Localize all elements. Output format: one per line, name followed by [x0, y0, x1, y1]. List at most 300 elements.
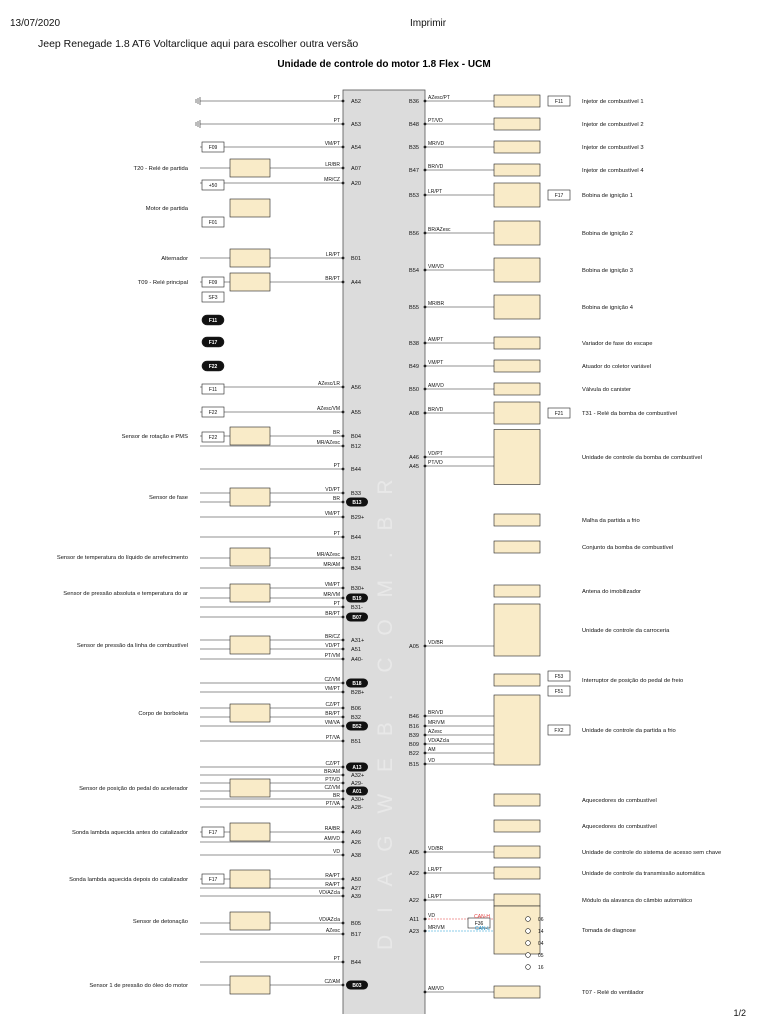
- wire-color-left: VM/PT: [324, 511, 340, 517]
- pin-dot-left: [342, 648, 345, 651]
- component-box-left: [230, 488, 270, 506]
- pin-dot-left: [342, 516, 345, 519]
- component-box-right: [494, 514, 540, 526]
- component-box-left: [230, 870, 270, 888]
- pin-label-right: B36: [409, 99, 419, 105]
- pin-dot-left: [342, 639, 345, 642]
- wire-color-right: AM/VD: [428, 986, 444, 992]
- pin-dot-left: [342, 790, 345, 793]
- pin-dot-left: [342, 492, 345, 495]
- pin-label-left: A32+: [351, 773, 365, 779]
- fuse-label: F36: [474, 921, 484, 927]
- pin-label-left: B34: [351, 566, 361, 572]
- wire-color-right: BR/VD: [428, 407, 444, 413]
- wire-color-right: MR/VM: [428, 720, 445, 726]
- component-label-left: Sensor de pressão absoluta e temperatura do ar: [63, 591, 188, 597]
- pin-dot-right: [424, 752, 427, 755]
- wire-color-left: PT/VM: [324, 653, 340, 659]
- fuse-label: F21: [554, 411, 564, 417]
- pin-dot-left: [342, 167, 345, 170]
- component-label-right: Injetor de combustível 4: [582, 168, 644, 174]
- component-label-right: Unidade de controle do sistema de acesso sem chave: [582, 850, 722, 856]
- pin-label-right: B46: [409, 714, 419, 720]
- wire-color-right: AM/VD: [428, 383, 444, 389]
- pin-dot-left: [342, 841, 345, 844]
- component-box-right: [494, 986, 540, 998]
- component-box-left: [230, 273, 270, 291]
- pin-dot-left: [342, 831, 345, 834]
- fuse-label: F51: [554, 689, 564, 695]
- wire-color-right: PT/VD: [428, 460, 443, 466]
- component-box-left: [230, 199, 270, 217]
- diag-pin-label: 05: [538, 953, 544, 959]
- component-box-left: [230, 427, 270, 445]
- pin-dot-left: [342, 887, 345, 890]
- wire-color-left: BR/PT: [325, 611, 340, 617]
- wire-color-left: LR/PT: [325, 252, 340, 258]
- pin-dot-left: [342, 536, 345, 539]
- component-label-left: Sensor de rotação e PMS: [121, 434, 188, 440]
- ground-icon: [196, 97, 200, 105]
- fuse-label: F11: [554, 99, 564, 105]
- pin-dot-left: [342, 682, 345, 685]
- pin-label-left: A13: [352, 765, 362, 771]
- wire-color-left: BR/CZ: [325, 634, 340, 640]
- pin-label-right: B48: [409, 122, 419, 128]
- pin-label-left: B19: [352, 596, 362, 602]
- component-label-right: Válvula do canister: [582, 387, 631, 393]
- pin-dot-right: [424, 763, 427, 766]
- pin-dot-left: [342, 257, 345, 260]
- pin-dot-left: [342, 501, 345, 504]
- component-label-right: Unidade de controle da bomba de combustível: [582, 455, 702, 461]
- pin-dot-left: [342, 281, 345, 284]
- pin-label-left: A29-: [351, 781, 363, 787]
- wire-color-right: AZesc/PT: [428, 95, 450, 101]
- component-label-right: Aquecedores do combustível: [582, 824, 657, 830]
- pin-label-left: A39: [351, 894, 361, 900]
- pin-dot-right: [424, 930, 427, 933]
- pin-label-right: B09: [409, 742, 419, 748]
- pin-label-right: B15: [409, 762, 419, 768]
- pin-dot-left: [342, 616, 345, 619]
- pin-label-left: A07: [351, 166, 361, 172]
- wire-color-left: VM/PT: [324, 141, 340, 147]
- pin-label-left: B33: [351, 491, 361, 497]
- wire-color-right: BR/VD: [428, 164, 444, 170]
- component-label-left: Sensor de detonação: [132, 919, 188, 925]
- component-label-left: Alternador: [161, 256, 188, 262]
- fuse-label: F09: [208, 145, 218, 151]
- fuse-label: F11: [208, 387, 218, 393]
- diag-pin-label: 06: [538, 917, 544, 923]
- component-label-right: Injetor de combustível 1: [582, 99, 644, 105]
- component-label-left: T20 - Relé de partida: [133, 166, 188, 172]
- pin-dot-right: [424, 365, 427, 368]
- pin-label-right: A05: [409, 850, 419, 856]
- component-label-right: Bobina de ignição 3: [582, 268, 633, 274]
- page-number: 1/2: [733, 1008, 746, 1018]
- pin-label-left: B29+: [351, 515, 365, 521]
- print-title: Imprimir: [410, 18, 447, 29]
- pin-label-left: A55: [351, 410, 361, 416]
- pin-label-right: B56: [409, 231, 419, 237]
- wire-color-left: VD/AZcla: [318, 890, 340, 896]
- wire-color-right: LR/PT: [428, 867, 443, 873]
- pin-dot-right: [424, 899, 427, 902]
- print-date: 13/07/2020: [10, 18, 61, 29]
- wire-color-left: PT: [333, 463, 340, 469]
- component-box-right: [494, 846, 540, 858]
- pin-label-left: B32: [351, 715, 361, 721]
- component-box-right: [494, 141, 540, 153]
- pin-dot-left: [342, 606, 345, 609]
- component-label-right: Variador de fase do escape: [582, 341, 653, 347]
- pin-dot-left: [342, 774, 345, 777]
- component-box-left: [230, 823, 270, 841]
- pin-label-left: B51: [351, 739, 361, 745]
- wire-color-left: VD: [333, 849, 340, 855]
- component-label-right: Unidade de controle da partida a frio: [582, 728, 676, 734]
- pin-dot-left: [342, 766, 345, 769]
- component-label-right: Aquecedores do combustível: [582, 798, 657, 804]
- wire-color-left: PT: [333, 531, 340, 537]
- wire-color-right: LR/PT: [428, 189, 443, 195]
- wire-color-left: RA/PT: [325, 882, 340, 888]
- pin-dot-left: [342, 100, 345, 103]
- component-label-right: Injetor de combustível 2: [582, 122, 644, 128]
- component-box-right: [494, 118, 540, 130]
- pin-dot-right: [424, 169, 427, 172]
- pin-dot-left: [342, 468, 345, 471]
- pin-dot-right: [424, 465, 427, 468]
- pin-dot-left: [342, 895, 345, 898]
- component-box-left: [230, 779, 270, 797]
- component-label-left: Corpo de borboleta: [138, 711, 188, 717]
- pin-label-left: A44: [351, 280, 361, 286]
- wiring-diagram: [0, 50, 768, 1014]
- wire-color-left: PT/VA: [325, 735, 340, 741]
- component-label-right: Malha da partida a frio: [582, 518, 640, 524]
- wire-color-right: VM/VD: [428, 264, 444, 270]
- wire-color-left: VM/PT: [324, 686, 340, 692]
- component-box-right: [494, 674, 540, 686]
- wire-color-left: AZesc/LR: [318, 381, 340, 387]
- diag-pin: [526, 929, 531, 934]
- fuse-label: F17: [208, 830, 218, 836]
- pin-dot-left: [342, 123, 345, 126]
- pin-label-right: B49: [409, 364, 419, 370]
- pin-label-left: A28-: [351, 805, 363, 811]
- component-label-left: Sensor de temperatura do líquido de arrefecimento: [56, 555, 188, 561]
- fuse-label: F22: [208, 364, 218, 370]
- component-box-left: [230, 976, 270, 994]
- pin-dot-left: [342, 658, 345, 661]
- pin-dot-right: [424, 851, 427, 854]
- component-box-right: [494, 337, 540, 349]
- wire-color-left: RA/BR: [324, 826, 340, 832]
- component-box-right: [494, 794, 540, 806]
- pin-label-left: B21: [351, 556, 361, 562]
- wire-color-left: RA/PT: [325, 873, 340, 879]
- pin-label-right: B38: [409, 341, 419, 347]
- pin-dot-right: [424, 872, 427, 875]
- wire-color-left: BR/PT: [325, 711, 340, 717]
- pin-label-left: A31+: [351, 638, 365, 644]
- component-label-left: Motor de partida: [145, 206, 188, 212]
- component-label-left: T09 - Relé principal: [137, 280, 188, 286]
- component-label-right: Unidade de controle da carroceria: [582, 628, 670, 634]
- pin-label-right: B55: [409, 305, 419, 311]
- fuse-label: F53: [554, 674, 564, 680]
- pin-label-left: B04: [351, 434, 361, 440]
- fuse-label: +50: [208, 183, 218, 189]
- fuse-label: F01: [208, 220, 218, 226]
- pin-label-right: A22: [409, 871, 419, 877]
- component-label-left: Sensor de pressão da linha de combustível: [76, 643, 188, 649]
- wire-color-right: VD: [428, 758, 435, 764]
- pin-dot-left: [342, 567, 345, 570]
- component-box-right: [494, 402, 540, 424]
- fuse-label: F17: [554, 193, 564, 199]
- wire-color-right: AM/PT: [428, 337, 444, 343]
- component-label-right: Injetor de combustível 3: [582, 145, 644, 151]
- component-box-left: [230, 584, 270, 602]
- wire-color-left: PT: [333, 95, 340, 101]
- wire-color-right: AM: [428, 747, 436, 753]
- component-box-right: [494, 95, 540, 107]
- diag-pin-label: 14: [538, 929, 544, 935]
- pin-dot-left: [342, 707, 345, 710]
- wire-color-left: MR/VM: [323, 592, 340, 598]
- pin-dot-left: [342, 933, 345, 936]
- wire-color-left: VM/PT: [324, 582, 340, 588]
- pin-label-left: A51: [351, 647, 361, 653]
- wire-color-left: PT/VA: [325, 801, 340, 807]
- component-label-right: Conjunto da bomba de combustível: [582, 545, 674, 551]
- component-box-right: [494, 541, 540, 553]
- pin-dot-right: [424, 232, 427, 235]
- pin-dot-left: [342, 725, 345, 728]
- pin-label-left: A38: [351, 853, 361, 859]
- pin-label-right: A08: [409, 411, 419, 417]
- pin-label-left: A26: [351, 840, 361, 846]
- pin-dot-right: [424, 734, 427, 737]
- pin-label-left: A27: [351, 886, 361, 892]
- pin-dot-right: [424, 715, 427, 718]
- wire-color-left: CZ/PT: [325, 761, 340, 767]
- wire-color-right: AZesc: [428, 729, 443, 735]
- component-box-right: [494, 183, 540, 207]
- wire-color-left: PT: [333, 601, 340, 607]
- fuse-label: SF3: [208, 295, 218, 301]
- pin-dot-right: [424, 269, 427, 272]
- wire-color-right: LR/PT: [428, 894, 443, 900]
- wire-color-right: VD/BR: [428, 846, 444, 852]
- component-box-right: [494, 383, 540, 395]
- wire-color-left: VD/PT: [325, 487, 340, 493]
- component-label-left: Sonda lambda aquecida antes do catalizador: [71, 830, 188, 836]
- wire-color-right: MR/VD: [428, 141, 445, 147]
- pin-label-left: B06: [351, 706, 361, 712]
- wire-color-left: BR: [333, 793, 340, 799]
- pin-label-right: B35: [409, 145, 419, 151]
- pin-label-left: B30+: [351, 586, 365, 592]
- pin-dot-left: [342, 597, 345, 600]
- pin-label-left: B12: [351, 444, 361, 450]
- pin-label-right: B53: [409, 193, 419, 199]
- pin-dot-left: [342, 716, 345, 719]
- pin-dot-left: [342, 798, 345, 801]
- component-box-right: [494, 867, 540, 879]
- wire-color-left: AZesc: [325, 928, 340, 934]
- component-label-right: Bobina de ignição 2: [582, 231, 633, 237]
- component-box-right: [494, 604, 540, 656]
- component-box-right: [494, 820, 540, 832]
- component-label-right: Módulo da alavanca do câmbio automático: [582, 898, 693, 904]
- wire-color-left: MR/CZ: [324, 177, 340, 183]
- wire-color-left: CZ/VM: [324, 677, 340, 683]
- fuse-label: F22: [208, 435, 218, 441]
- component-label-right: Tomada de diagnose: [582, 928, 636, 934]
- wire-color-left: BR: [333, 496, 340, 502]
- fuse-label: F22: [208, 410, 218, 416]
- component-box-right: [494, 258, 540, 282]
- component-label-left: Sensor 1 de pressão do óleo do motor: [89, 983, 188, 989]
- component-box-right: [494, 295, 540, 319]
- wire-color-left: BR/AM: [324, 769, 340, 775]
- wire-color-right: VD/PT: [428, 451, 443, 457]
- pin-dot-right: [424, 100, 427, 103]
- pin-label-right: A45: [409, 464, 419, 470]
- wire-color-left: LR/BR: [325, 162, 340, 168]
- pin-dot-left: [342, 806, 345, 809]
- pin-dot-left: [342, 445, 345, 448]
- component-box-right: [494, 221, 540, 245]
- wire-color-right: MR/BR: [428, 301, 445, 307]
- pin-dot-right: [424, 645, 427, 648]
- pin-label-left: A49: [351, 830, 361, 836]
- component-box-right: [494, 164, 540, 176]
- wire-color-right: BR/VD: [428, 710, 444, 716]
- pin-label-right: A22: [409, 898, 419, 904]
- wire-color-left: AZesc/VM: [316, 406, 340, 412]
- component-label-right: Unidade de controle da transmissão automática: [582, 871, 705, 877]
- pin-label-left: B44: [351, 467, 361, 473]
- fuse-label: F09: [208, 280, 218, 286]
- pin-label-left: B01: [351, 256, 361, 262]
- pin-label-left: B05: [351, 921, 361, 927]
- wire-color-left: VD/AZcla: [318, 917, 340, 923]
- pin-dot-left: [342, 922, 345, 925]
- fuse-label: F17: [208, 340, 218, 346]
- can-label: CAN-L: [474, 926, 490, 932]
- wire-color-right: VD: [428, 913, 435, 919]
- component-label-left: Sensor de fase: [149, 495, 188, 501]
- diag-pin: [526, 953, 531, 958]
- pin-dot-left: [342, 435, 345, 438]
- wire-color-right: VD/BR: [428, 640, 444, 646]
- diag-pin-label: 16: [538, 965, 544, 971]
- wire-color-left: VD/PT: [325, 643, 340, 649]
- component-label-right: Interruptor de posição do pedal de freio: [582, 678, 684, 684]
- component-label-right: Antena do imobilizador: [582, 589, 641, 595]
- pin-label-left: B18: [352, 681, 362, 687]
- component-box-left: [230, 704, 270, 722]
- pin-label-left: A50: [351, 877, 361, 883]
- pin-label-right: A46: [409, 455, 419, 461]
- component-box-right: [494, 906, 540, 954]
- wire-color-left: CZ/AM: [324, 979, 340, 985]
- pin-label-left: B44: [351, 960, 361, 966]
- wire-color-left: BR: [333, 430, 340, 436]
- pin-label-left: B31-: [351, 605, 363, 611]
- pin-dot-right: [424, 146, 427, 149]
- component-box-left: [230, 548, 270, 566]
- wire-color-right: MR/VM: [428, 925, 445, 931]
- component-label-right: T31 - Relé da bomba de combustível: [582, 411, 678, 417]
- pin-label-left: A40-: [351, 657, 363, 663]
- wire-color-right: PT/VD: [428, 118, 443, 124]
- pin-dot-right: [424, 743, 427, 746]
- pin-dot-right: [424, 456, 427, 459]
- wire-color-right: VM/PT: [428, 360, 444, 366]
- pin-dot-right: [424, 412, 427, 415]
- pin-label-left: A20: [351, 181, 361, 187]
- pin-dot-left: [342, 386, 345, 389]
- wire-color-left: AM/VD: [324, 836, 340, 842]
- pin-dot-left: [342, 782, 345, 785]
- pin-dot-left: [342, 878, 345, 881]
- fuse-label: F11: [208, 318, 218, 324]
- pin-dot-left: [342, 984, 345, 987]
- pin-label-left: B17: [351, 932, 361, 938]
- pin-dot-left: [342, 557, 345, 560]
- wire-color-left: PT: [333, 956, 340, 962]
- component-label-right: Bobina de ignição 1: [582, 193, 633, 199]
- component-box-right: [494, 360, 540, 372]
- pin-label-left: A52: [351, 99, 361, 105]
- wire-color-left: CZ/VM: [324, 785, 340, 791]
- pin-dot-right: [424, 991, 427, 994]
- wire-color-left: MR/AZesc: [316, 440, 340, 446]
- fuse-label: FX2: [554, 728, 564, 734]
- document-title: Jeep Renegade 1.8 AT6 Voltarclique aqui para escolher outra versão: [38, 38, 359, 50]
- pin-dot-right: [424, 342, 427, 345]
- pin-label-right: A05: [409, 644, 419, 650]
- wire-color-left: PT: [333, 118, 340, 124]
- component-box-right: [494, 894, 540, 906]
- diag-pin: [526, 917, 531, 922]
- pin-label-right: B47: [409, 168, 419, 174]
- wire-color-left: PT/VD: [325, 777, 340, 783]
- component-box-right: [494, 430, 540, 485]
- pin-label-right: B39: [409, 733, 419, 739]
- pin-dot-right: [424, 194, 427, 197]
- wire-color-left: BR/PT: [325, 276, 340, 282]
- component-box-left: [230, 636, 270, 654]
- wire-color-left: MR/AZesc: [316, 552, 340, 558]
- pin-label-left: A56: [351, 385, 361, 391]
- watermark: D I A G W E B . C O M . B R: [374, 471, 397, 950]
- pin-label-left: A53: [351, 122, 361, 128]
- pin-label-right: B16: [409, 724, 419, 730]
- component-box-right: [494, 585, 540, 597]
- component-label-right: Bobina de ignição 4: [582, 305, 633, 311]
- component-label-left: Sonda lambda aquecida depois do catalizador: [69, 877, 188, 883]
- pin-label-left: B52: [352, 724, 362, 730]
- pin-dot-right: [424, 388, 427, 391]
